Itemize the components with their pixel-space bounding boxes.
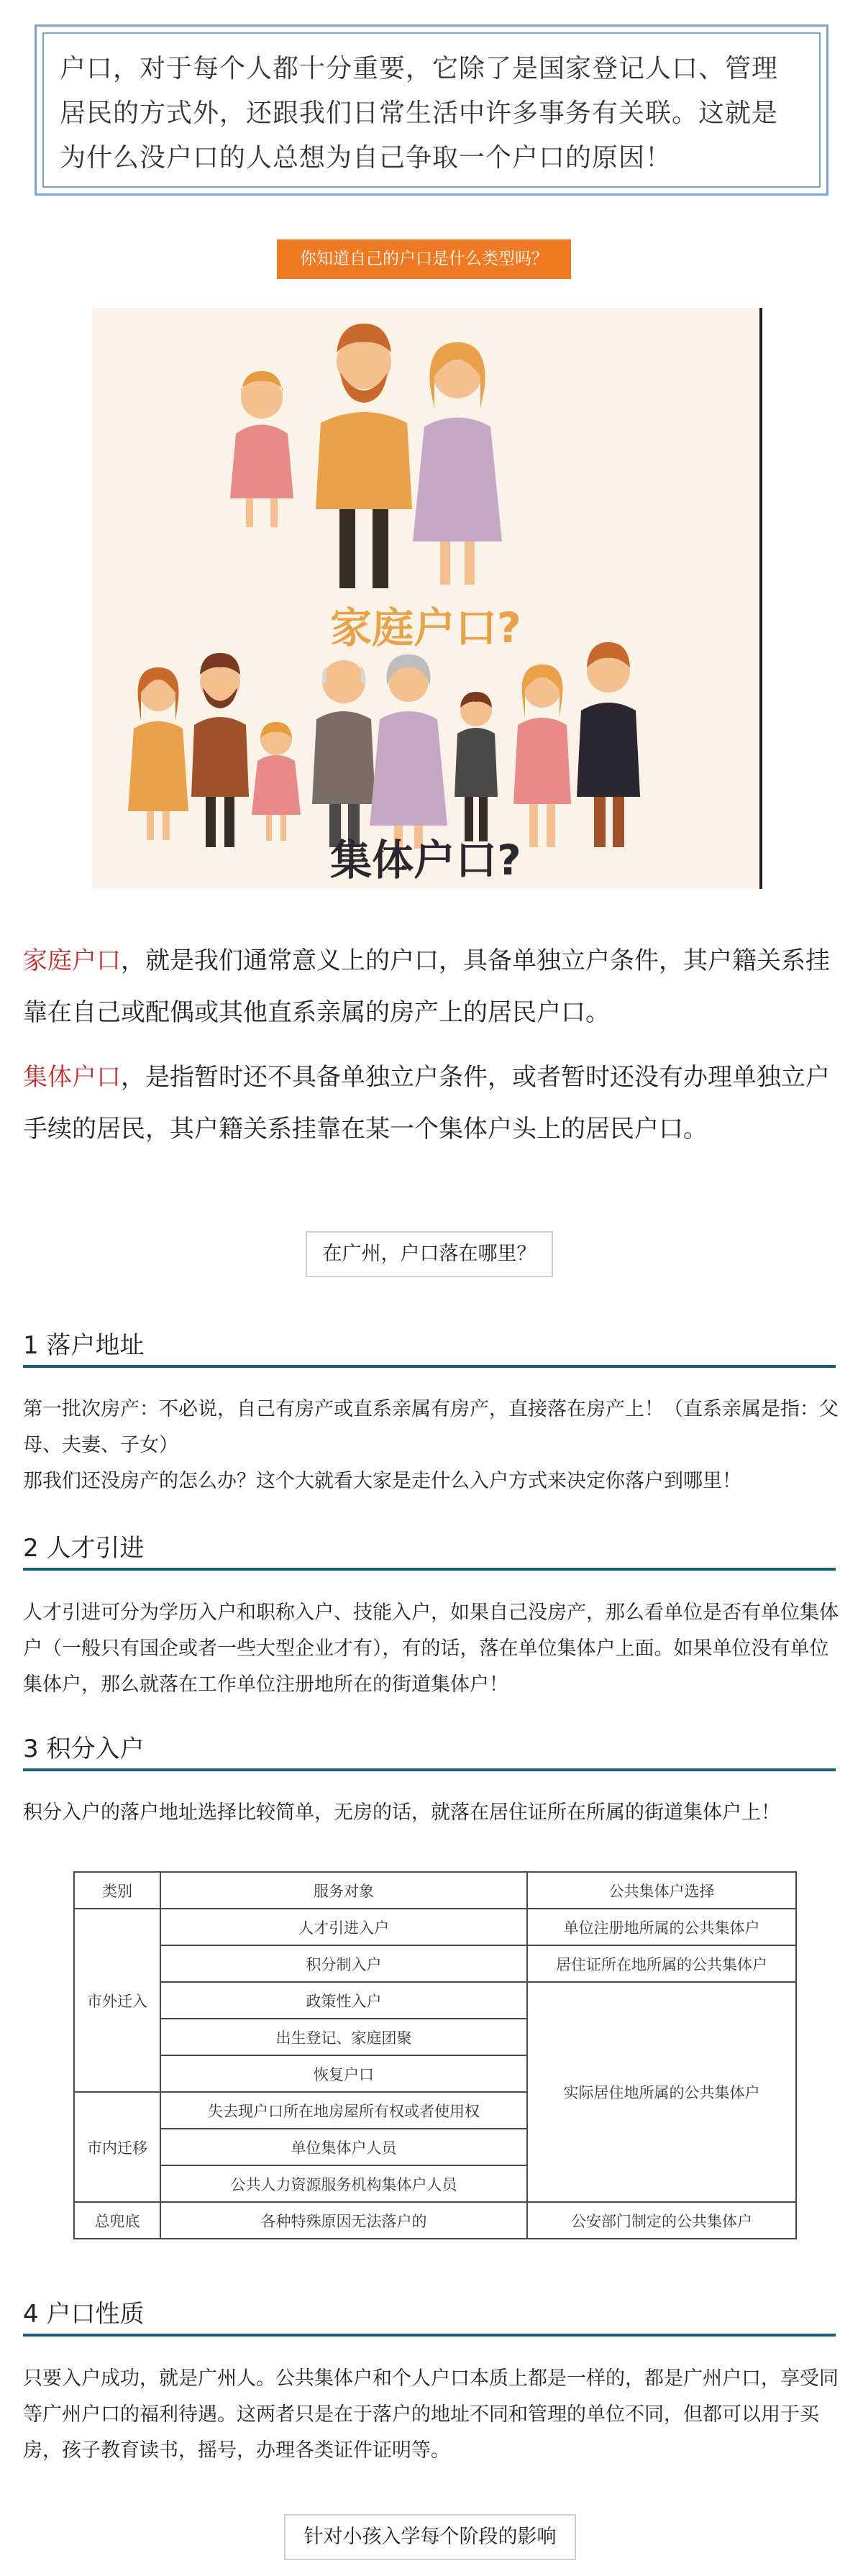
table-cell: 各种特殊原因无法落户的 — [160, 2202, 527, 2239]
table-cell: 恢复户口 — [160, 2055, 527, 2092]
section-2-title: 2 人才引进 — [23, 1534, 145, 1563]
section-1-body — [23, 1392, 843, 1499]
illustration-label-family: 家庭户口? — [330, 603, 521, 652]
section-3-body: 积分入户的落户地址选择比较简单，无房的话，就落在居住证所在所属的街道集体户上！ — [23, 1801, 780, 1824]
table-cell: 公共人力资源服务机构集体户人员 — [160, 2165, 527, 2202]
bottom-family-figures — [128, 642, 640, 849]
table-header-choice: 公共集体户选择 — [527, 1872, 796, 1909]
family-hukou-paragraph — [23, 935, 840, 1038]
collective-hukou-term: 集体户口 — [23, 1063, 121, 1092]
table-cell: 出生登记、家庭团聚 — [160, 2019, 527, 2055]
illustration-label-collective: 集体户口? — [330, 836, 521, 885]
family-illustration — [92, 308, 759, 889]
table-row — [74, 2202, 796, 2239]
table-cell-actual: 实际居住地所属的公共集体户 — [527, 1982, 796, 2202]
table-cell: 居住证所在地所属的公共集体户 — [527, 1945, 796, 1982]
section-4-title: 4 户口性质 — [23, 2300, 145, 2329]
top-family-figures — [230, 324, 502, 588]
table-header-row — [74, 1872, 796, 1909]
table-cell: 积分制入户 — [160, 1945, 527, 1982]
table-cell: 失去现户口所在地房屋所有权或者使用权 — [160, 2092, 527, 2129]
table-cat-inside: 市内迁移 — [74, 2092, 160, 2202]
table-cell: 人才引进入户 — [160, 1909, 527, 1945]
table-row — [74, 1909, 796, 1945]
section-1-title: 1 落户地址 — [23, 1331, 145, 1360]
intro-box — [35, 24, 828, 196]
illustration-divider — [759, 308, 762, 889]
table-header-target: 服务对象 — [160, 1872, 527, 1909]
section-4-body: 只要入户成功，就是广州人。公共集体户和个人户口本质上都是一样的，都是广州户口，享受同等广州户口的福利待遇。这两者只是在于落户的地址不同和管理的单位不同，但都可以用于买房，孩子教育读书，摇号，办理各类证件证明等。 — [23, 2367, 839, 2462]
table-row — [74, 1945, 796, 1982]
section-1-line-2: 那我们还没房产的怎么办？这个大就看大家是走什么入户方式来决定你落户到哪里！ — [23, 1470, 741, 1492]
question-badge: 你知道自己的户口是什么类型吗？ — [277, 239, 571, 279]
collective-hukou-text: ，是指暂时还不具备单独立户条件，或者暂时还没有办理单独立户手续的居民，其户籍关系挂靠在某一个集体户头上的居民户口。 — [23, 1063, 830, 1143]
table-cell: 单位注册地所属的公共集体户 — [527, 1909, 796, 1945]
section-2-body: 人才引进可分为学历入户和职称入户、技能入户，如果自己没房产，那么看单位是否有单位集体户（一般只有国企或者一些大型企业才有），有的话，落在单位集体户上面。如果单位没有单位集体户，那么就落在工作单位注册地所在的街道集体户！ — [23, 1602, 839, 1696]
section-3-title: 3 积分入户 — [23, 1735, 145, 1763]
table-cell: 公安部门制定的公共集体户 — [527, 2202, 796, 2239]
school-impact-button[interactable]: 针对小孩入学每个阶段的影响 — [284, 2514, 576, 2560]
settlement-table — [73, 1871, 797, 2239]
illustration-svg — [92, 308, 759, 889]
section-3-rule — [23, 1768, 836, 1771]
section-2-rule — [23, 1568, 836, 1571]
family-hukou-text: ，就是我们通常意义上的户口，具备单独立户条件，其户籍关系挂靠在自己或配偶或其他直系亲属的房产上的居民户口。 — [23, 946, 830, 1027]
where-settle-button[interactable]: 在广州，户口落在哪里？ — [306, 1231, 553, 1277]
table-cell: 政策性入户 — [160, 1982, 527, 2019]
table-cat-outside: 市外迁入 — [74, 1909, 160, 2092]
collective-hukou-paragraph — [23, 1051, 840, 1155]
table-header-category: 类别 — [74, 1872, 160, 1909]
section-4-rule — [23, 2334, 836, 2337]
table-row — [74, 1982, 796, 2019]
table-cat-fallback: 总兜底 — [74, 2202, 160, 2239]
section-1-rule — [23, 1365, 836, 1368]
family-hukou-term: 家庭户口 — [23, 946, 121, 975]
intro-text: 户口，对于每个人都十分重要，它除了是国家登记人口、管理居民的方式外，还跟我们日常生活中许多事务有关联。这就是为什么没户口的人总想为自己争取一个户口的原因！ — [42, 32, 821, 188]
section-1-line-1: 第一批次房产：不必说，自己有房产或直系亲属有房产，直接落在房产上！（直系亲属是指：父母、夫妻、子女） — [23, 1398, 839, 1456]
table-cell: 单位集体户人员 — [160, 2129, 527, 2165]
